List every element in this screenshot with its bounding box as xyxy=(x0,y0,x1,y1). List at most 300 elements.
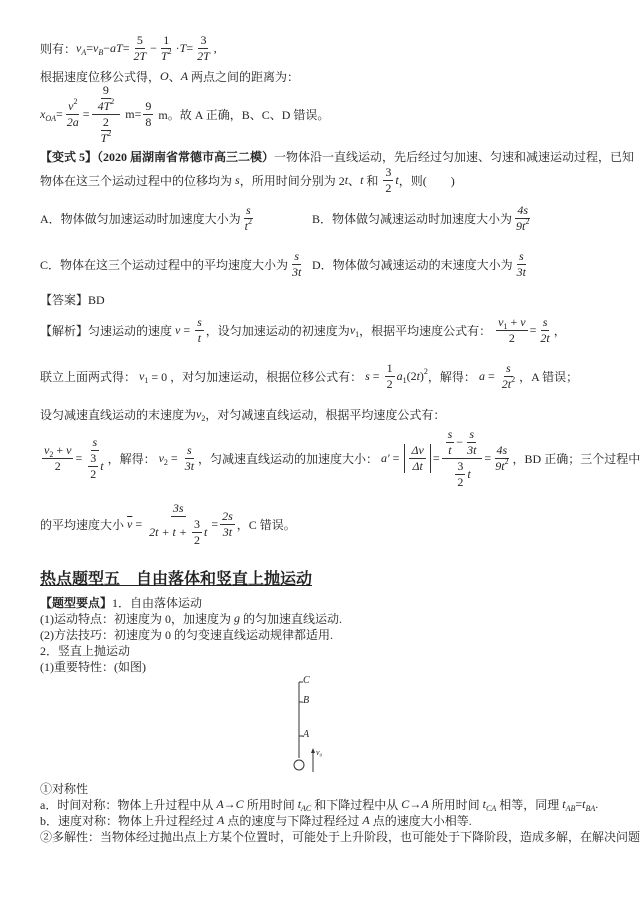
text-run: t xyxy=(197,331,202,345)
key-points-line xyxy=(40,610,342,627)
text-run: 2 xyxy=(385,181,392,195)
superscript: 2 xyxy=(73,97,78,106)
text-run: . xyxy=(595,797,599,811)
text-run: = xyxy=(75,451,83,465)
text-run: = xyxy=(369,369,383,383)
denominator xyxy=(143,115,153,129)
text-run: ) xyxy=(419,369,424,383)
key-points-line xyxy=(40,658,146,675)
denominator xyxy=(493,459,510,473)
text-run: = xyxy=(167,451,181,465)
denominator xyxy=(147,517,209,547)
text-run: ，则( ) xyxy=(398,174,455,188)
superscript: 2 xyxy=(167,47,172,56)
numerator xyxy=(171,502,186,517)
denominator xyxy=(514,219,531,233)
text-run: → xyxy=(223,797,236,811)
numerator xyxy=(541,316,550,331)
text-run: s xyxy=(542,315,548,329)
answer-line xyxy=(40,291,105,308)
denominator xyxy=(195,49,212,63)
text-run: = xyxy=(56,107,63,121)
text-run: 的匀加速直线运动. xyxy=(240,612,343,626)
fraction xyxy=(243,204,254,233)
text-run: s xyxy=(506,361,511,375)
text-run: t xyxy=(395,173,399,187)
numerator xyxy=(195,316,204,331)
text-run: 2 xyxy=(508,331,515,345)
text-run: s xyxy=(447,427,453,441)
numerator xyxy=(442,428,483,459)
fraction xyxy=(220,510,235,539)
text-run: Δt xyxy=(412,459,423,473)
text-run: m。故 A 正确，B、C、D 错误。 xyxy=(155,108,330,122)
fraction xyxy=(88,452,98,481)
superscript: 2 xyxy=(511,375,516,384)
text-run: $\overline{v}$ xyxy=(127,517,133,531)
fraction xyxy=(192,518,202,547)
text-run: 9t xyxy=(516,219,526,233)
text-run: 4T xyxy=(97,99,111,113)
denominator xyxy=(159,49,174,63)
text-run: 1 xyxy=(386,361,393,375)
text-run: = 0 ，对匀加速运动，根据位移公式有： xyxy=(148,370,366,384)
point-a-label: A xyxy=(303,729,310,740)
text-run: 相等，同理 xyxy=(496,798,563,812)
vertical-line-figure xyxy=(280,678,340,778)
text-run: v xyxy=(44,443,50,457)
text-run: 2 xyxy=(194,533,200,547)
numerator xyxy=(383,166,393,181)
text-run: = xyxy=(484,451,492,465)
text-run: t xyxy=(562,797,566,811)
text-run: a．时间对称：物体上升过程中从 xyxy=(40,798,217,812)
fraction xyxy=(455,460,465,489)
text-run: 8 xyxy=(145,115,152,129)
text-run: s xyxy=(519,249,524,263)
fraction xyxy=(143,100,153,129)
text-run: = xyxy=(432,451,440,465)
text-run: v xyxy=(93,41,99,55)
denominator xyxy=(53,459,63,473)
text-run: 一物体沿一直线运动，先后经过匀加速、匀速和减速运动过程，已知 xyxy=(274,150,635,164)
text-run: ，所用时间分别为 2 xyxy=(239,174,345,188)
text-run: 3 xyxy=(385,165,392,179)
subscript: OA xyxy=(45,114,56,123)
text-run: O xyxy=(160,69,169,83)
text-run: a′ xyxy=(381,451,390,465)
text-run: v xyxy=(498,315,504,329)
analysis-line xyxy=(40,316,566,345)
superscript: 2 xyxy=(423,367,428,376)
text-run: ，匀减速直线运动的加速度大小： xyxy=(198,452,382,466)
text-run: m= xyxy=(122,107,142,121)
text-run: ，对匀减速直线运动，根据平均速度公式有： xyxy=(205,408,446,422)
fraction xyxy=(442,428,483,489)
text-run: a xyxy=(396,369,403,383)
text-run: = xyxy=(211,517,219,531)
numerator xyxy=(135,34,145,49)
text-run: 点的速度与下降过程经过 xyxy=(224,814,363,828)
text-run: 和下降过程中从 xyxy=(311,798,402,812)
text-run: t xyxy=(467,467,471,481)
text-run: ，解得： xyxy=(427,370,479,384)
text-run: = xyxy=(132,517,146,531)
text-run: 2t + t + xyxy=(149,525,190,539)
subscript: 1 xyxy=(355,330,360,339)
subscript: 1 xyxy=(144,376,149,385)
fraction xyxy=(500,362,517,391)
text-run: A xyxy=(180,69,189,83)
text-run: 2 xyxy=(90,467,97,481)
ball-icon xyxy=(294,760,304,770)
text-run: v xyxy=(66,443,72,457)
text-run: C．物体在这三个运动过程中的平均速度大小为 xyxy=(40,258,289,272)
text-run: = xyxy=(86,41,94,55)
text-run: ，A 错误； xyxy=(519,370,579,384)
denominator xyxy=(131,49,148,63)
variant5-question-line xyxy=(40,148,634,165)
text-run: t xyxy=(344,173,349,187)
text-run: = xyxy=(389,451,403,465)
denominator xyxy=(410,459,424,473)
text-run: s xyxy=(92,435,98,449)
denominator xyxy=(500,377,517,391)
symmetry-line xyxy=(40,796,598,813)
text-run: C xyxy=(235,797,244,811)
text-run: 2a xyxy=(66,115,79,129)
fraction xyxy=(493,444,510,473)
text-run: 2T xyxy=(133,49,147,63)
text-run: 3s xyxy=(172,501,184,515)
numerator xyxy=(192,518,202,533)
numerator xyxy=(467,428,476,443)
fraction xyxy=(92,84,121,145)
text-run: 2 xyxy=(386,377,393,391)
superscript: 2 xyxy=(525,217,530,226)
numerator xyxy=(455,460,465,475)
option-a xyxy=(40,204,256,233)
text-run: 9t xyxy=(495,459,505,473)
text-run: = xyxy=(82,107,90,121)
text-run: b．速度对称：物体上升过程经过 xyxy=(40,814,218,828)
text-run: = xyxy=(122,41,130,55)
text-run: t xyxy=(100,459,104,473)
text-run: s xyxy=(187,443,192,457)
denominator xyxy=(65,115,81,129)
fraction xyxy=(147,502,209,547)
vertical-throw-diagram xyxy=(280,675,340,778)
text-run: 2 xyxy=(457,475,464,489)
text-run: (1)重要特性：(如图) xyxy=(40,660,146,674)
superscript: 2 xyxy=(504,457,509,466)
text-run: 【变式 5】（2020 届湖南省常德市高三二模） xyxy=(40,150,275,164)
analysis-line xyxy=(40,362,578,391)
numerator xyxy=(198,34,208,49)
denominator xyxy=(243,219,254,233)
text-run: A xyxy=(216,797,224,811)
denominator xyxy=(538,331,551,345)
text-run: 点的速度大小相等. xyxy=(369,814,472,828)
text-run: s xyxy=(469,427,475,441)
variant5-question-line xyxy=(40,166,455,195)
key-points-line xyxy=(40,626,333,643)
text-run: (2 xyxy=(406,369,417,383)
text-run: 2 xyxy=(54,459,61,473)
text-run: g xyxy=(234,611,240,625)
text-run: A xyxy=(421,797,429,811)
text-run: t xyxy=(416,369,420,383)
denominator xyxy=(95,115,118,145)
text-run: 根据速度位移公式得， xyxy=(40,70,161,84)
analysis-average-line xyxy=(40,502,296,547)
text-run: v xyxy=(520,315,526,329)
text-run: 【解析】匀速运动的速度 xyxy=(40,324,176,338)
numerator xyxy=(385,362,395,377)
numerator xyxy=(496,316,527,331)
text-run: 3 xyxy=(194,517,200,531)
denominator xyxy=(221,525,234,539)
text-run: s xyxy=(246,203,251,217)
fraction xyxy=(290,250,303,279)
text-run: 、 xyxy=(168,70,181,84)
text-run: 5 xyxy=(136,33,143,47)
text-run: + xyxy=(507,315,521,329)
denominator xyxy=(183,459,196,473)
fraction xyxy=(409,444,425,473)
absolute-value xyxy=(404,444,430,473)
key-points-line xyxy=(40,642,130,659)
fraction xyxy=(159,34,174,63)
text-run: 3t xyxy=(467,443,477,457)
fraction xyxy=(183,444,196,473)
text-run: A．物体做匀加速运动时加速度大小为 xyxy=(40,212,241,226)
point-c-label: C xyxy=(303,675,310,686)
fraction xyxy=(385,362,395,391)
fraction xyxy=(65,97,81,129)
text-run: 4s xyxy=(496,443,508,457)
text-run: 4s xyxy=(517,203,529,217)
text-run: 2t xyxy=(540,331,550,345)
text-run: A xyxy=(362,813,370,827)
subscript: BA xyxy=(585,804,596,813)
text-run: 2t xyxy=(501,377,512,391)
text-run: 9 xyxy=(145,99,152,113)
subscript: AC xyxy=(301,804,312,813)
fraction xyxy=(496,316,527,345)
fraction xyxy=(96,84,117,113)
text-run: 1．自由落体运动 xyxy=(112,596,203,610)
text-run: s xyxy=(294,249,300,263)
subscript: 1 xyxy=(402,376,407,385)
subscript: CA xyxy=(486,804,497,813)
text-run: 3t xyxy=(292,265,302,279)
numerator xyxy=(220,510,235,525)
fraction xyxy=(383,166,393,195)
fraction xyxy=(131,34,148,63)
point-b-label: B xyxy=(303,695,310,706)
text-run: − xyxy=(103,41,111,55)
superscript: 2 xyxy=(107,129,112,138)
text-run: 所用时间 xyxy=(428,798,483,812)
text-run: = xyxy=(575,797,583,811)
text-run: 、 xyxy=(348,174,361,188)
text-run: = xyxy=(484,369,498,383)
text-run: s xyxy=(365,369,370,383)
text-run: s xyxy=(235,173,240,187)
denominator xyxy=(383,181,393,195)
subscript: 2 xyxy=(49,450,54,459)
text-run: t xyxy=(204,525,208,539)
text-run: 3 xyxy=(90,451,97,465)
text-run: 3 xyxy=(200,33,207,47)
text-run: A xyxy=(217,813,225,827)
text-run: v xyxy=(139,369,145,383)
text-run: ，解得： xyxy=(107,452,159,466)
fraction xyxy=(195,34,212,63)
key-points-line xyxy=(40,594,202,611)
denominator xyxy=(96,99,117,113)
text-run: C xyxy=(401,797,410,811)
text-run: D．物体做匀减速运动的末速度大小为 xyxy=(312,258,513,272)
solution-xoa-formula xyxy=(40,84,329,145)
text-run: · xyxy=(175,41,180,55)
denominator xyxy=(455,475,465,489)
multi-solution-line xyxy=(40,828,640,845)
numerator xyxy=(185,444,194,459)
fraction xyxy=(84,436,105,481)
numerator xyxy=(292,250,301,265)
subscript: 2 xyxy=(163,458,168,467)
text-run: 联立上面两式得： xyxy=(40,370,140,384)
denominator xyxy=(192,533,202,547)
text-run: (1)运动特点：初速度为 0，加速度为 xyxy=(40,612,234,626)
denominator xyxy=(446,443,453,457)
fraction xyxy=(42,444,73,473)
text-run: v xyxy=(68,99,74,113)
text-run: t xyxy=(244,219,249,233)
text-run: 2 xyxy=(102,115,109,129)
text-run: 【题型要点】 xyxy=(40,596,113,610)
velocity-label: v₀ xyxy=(316,748,323,757)
numerator xyxy=(88,452,98,467)
text-run: aT xyxy=(110,41,123,55)
text-run: ，BD 正确；三个过程中 xyxy=(512,452,640,466)
text-run: = xyxy=(529,323,537,337)
fraction xyxy=(538,316,551,345)
solution-text-line xyxy=(40,68,299,85)
text-run: → xyxy=(409,797,422,811)
text-run: ， xyxy=(553,324,566,338)
text-run: t xyxy=(482,797,487,811)
text-run: 2s xyxy=(222,509,233,523)
text-run: T xyxy=(179,41,187,55)
numerator xyxy=(91,436,100,451)
text-run: ，根据平均速度公式有： xyxy=(359,324,495,338)
numerator xyxy=(143,100,153,115)
text-run: t xyxy=(360,173,364,187)
text-run: t xyxy=(297,797,302,811)
text-run: 所用时间 xyxy=(243,798,298,812)
option-d xyxy=(312,250,530,279)
text-run: 物体在这三个运动过程中的位移均为 xyxy=(40,174,236,188)
text-run: 【答案】BD xyxy=(40,293,105,307)
text-run: 3 xyxy=(457,459,464,473)
text-run: (2)方法技巧：初速度为 0 的匀变速直线运动规律都适用. xyxy=(40,628,333,642)
analysis-formula-line xyxy=(40,428,640,489)
analysis-line xyxy=(40,406,445,423)
text-run: v xyxy=(175,323,181,337)
text-run: B．物体做匀减速运动时加速度大小为 xyxy=(312,212,513,226)
text-run: v xyxy=(196,407,202,421)
text-run: v xyxy=(349,323,356,337)
text-run: 2T xyxy=(197,49,210,63)
fraction xyxy=(195,316,204,345)
text-run: 和 xyxy=(363,174,382,188)
text-run: t xyxy=(448,443,452,457)
subscript: B xyxy=(98,48,104,57)
symmetry-line xyxy=(40,780,88,797)
superscript: 2 xyxy=(248,217,253,226)
text-run: ①对称性 xyxy=(40,782,89,796)
text-run: v xyxy=(76,41,82,55)
numerator xyxy=(446,428,455,443)
subscript: 2 xyxy=(201,414,206,423)
denominator xyxy=(385,377,395,391)
denominator xyxy=(84,451,105,481)
text-run: a xyxy=(478,369,485,383)
superscript: 2 xyxy=(110,97,115,106)
denominator xyxy=(465,443,478,457)
fraction xyxy=(515,250,528,279)
text-run: , xyxy=(213,41,217,55)
subscript: AB xyxy=(565,804,576,813)
numerator xyxy=(66,97,79,115)
text-run: 9 xyxy=(102,83,109,97)
option-b xyxy=(312,204,533,233)
numerator xyxy=(42,444,73,459)
text-run: s xyxy=(197,315,202,329)
text-run: 2．竖直上抛运动 xyxy=(40,644,131,658)
fraction xyxy=(99,116,114,145)
denominator xyxy=(99,131,114,145)
text-run: − xyxy=(456,435,464,449)
text-run: ，设匀加速运动的初速度为 xyxy=(205,324,350,338)
text-run: v xyxy=(158,451,164,465)
denominator xyxy=(196,331,203,345)
text-run: x xyxy=(40,107,46,121)
text-run: = xyxy=(180,323,194,337)
text-run: − xyxy=(150,41,157,55)
text-run: 设匀减速直线运动的末速度为 xyxy=(40,408,197,422)
text-run: t xyxy=(582,797,586,811)
text-run: 则有： xyxy=(40,42,77,56)
text-run: 两点之间的距离为： xyxy=(188,70,300,84)
subscript: A xyxy=(81,48,87,57)
solution-va-line xyxy=(40,34,217,63)
text-run: Δv xyxy=(411,443,424,457)
text-run: 1 xyxy=(163,33,170,47)
subscript: 1 xyxy=(503,322,508,331)
numerator xyxy=(409,444,425,459)
text-run: + xyxy=(53,443,67,457)
denominator xyxy=(451,459,472,489)
fraction xyxy=(465,428,478,457)
section-heading: 热点题型五 自由落体和竖直上抛运动 xyxy=(40,569,313,588)
symmetry-line xyxy=(40,812,472,829)
denominator xyxy=(88,467,98,481)
denominator xyxy=(290,265,303,279)
